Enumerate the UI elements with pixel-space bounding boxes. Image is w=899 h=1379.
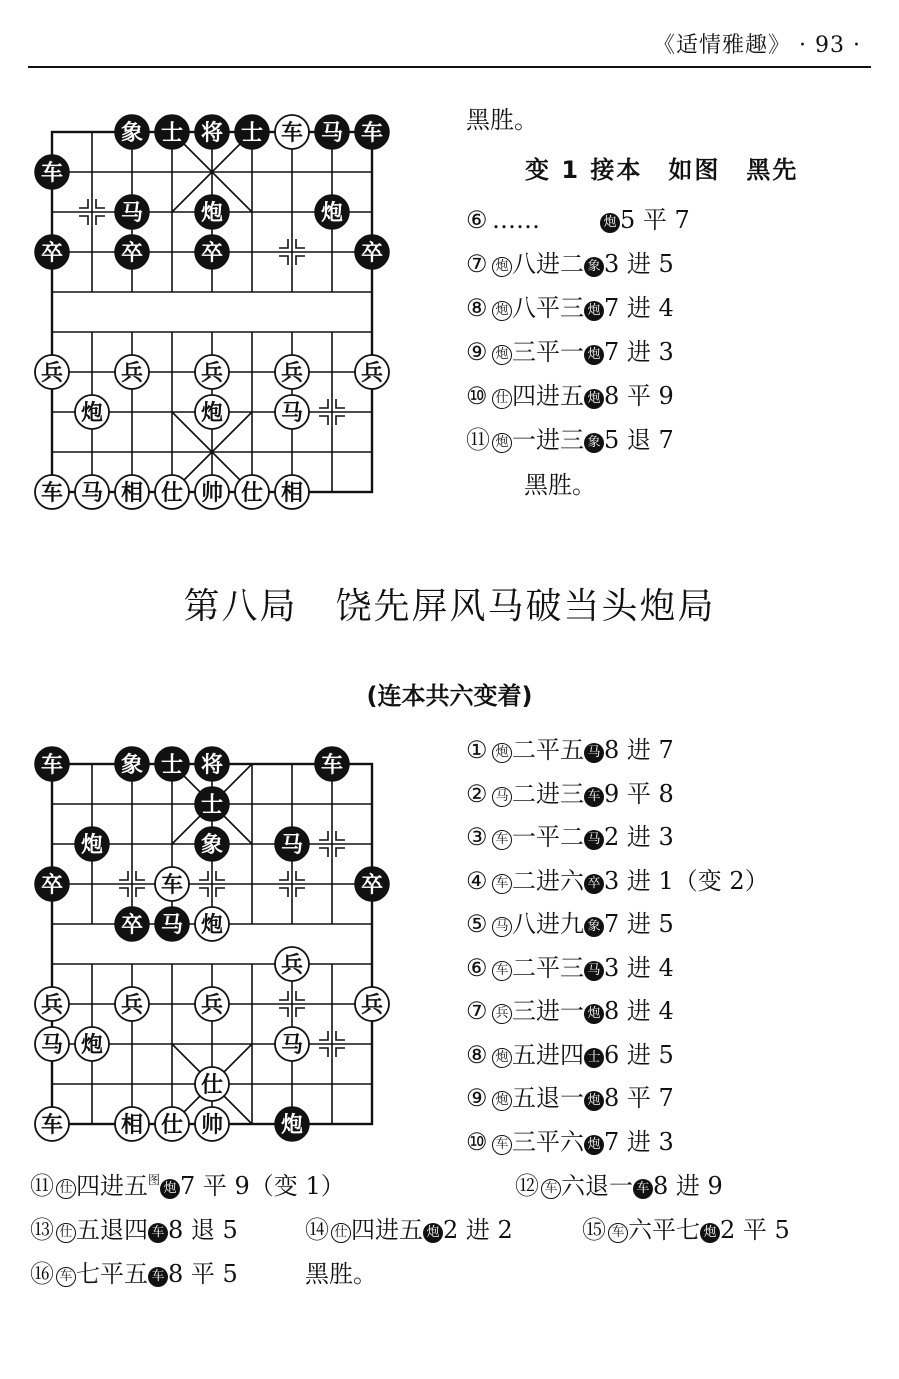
black-piece bbox=[275, 827, 309, 861]
svg-text:车: 车 bbox=[40, 161, 64, 186]
svg-text:马: 马 bbox=[280, 401, 304, 426]
svg-text:仕: 仕 bbox=[240, 481, 264, 506]
position-mark bbox=[119, 871, 128, 880]
chapter-subtitle: (连本共六变着) bbox=[366, 682, 533, 710]
move-detail: 3 进 4 bbox=[604, 953, 674, 982]
position-mark bbox=[336, 848, 345, 857]
position-mark bbox=[296, 1008, 305, 1017]
black-piece bbox=[75, 827, 109, 861]
black-piece-badge: 炮 bbox=[423, 1223, 443, 1243]
position-mark bbox=[216, 888, 225, 897]
black-piece-badge: 马 bbox=[584, 830, 604, 850]
svg-text:车: 车 bbox=[40, 1113, 64, 1138]
position-mark bbox=[336, 831, 345, 840]
move-number: ③ bbox=[466, 823, 488, 851]
svg-text:士: 士 bbox=[240, 121, 264, 146]
black-piece-badge: 车 bbox=[633, 1179, 653, 1199]
red-piece bbox=[275, 947, 309, 981]
black-piece bbox=[155, 115, 189, 149]
position-mark bbox=[336, 1031, 345, 1040]
black-piece bbox=[235, 115, 269, 149]
position-mark bbox=[216, 871, 225, 880]
red-piece-badge: 兵 bbox=[492, 1004, 512, 1024]
black-piece-badge: 车 bbox=[584, 787, 604, 807]
move-number: ⑭ bbox=[305, 1216, 329, 1244]
black-piece-badge: 炮 bbox=[584, 389, 604, 409]
move-number: ⑪ bbox=[466, 426, 490, 454]
position-mark bbox=[279, 256, 288, 265]
black-piece-badge: 士 bbox=[584, 1048, 604, 1068]
move-line bbox=[466, 861, 769, 896]
red-piece bbox=[35, 1107, 69, 1141]
position-mark bbox=[79, 216, 88, 225]
xiangqi-board-variation-1 bbox=[30, 110, 400, 510]
variation-1-result: 黑胜。 bbox=[524, 471, 596, 499]
svg-text:车: 车 bbox=[40, 481, 64, 506]
svg-text:象: 象 bbox=[120, 753, 144, 778]
move-number: ⑤ bbox=[466, 910, 488, 938]
move-text: 三进一 bbox=[512, 997, 584, 1025]
black-piece-badge: 炮 bbox=[584, 1135, 604, 1155]
move-number: ⑯ bbox=[30, 1260, 54, 1288]
position-mark bbox=[279, 991, 288, 1000]
black-piece bbox=[115, 195, 149, 229]
svg-text:炮: 炮 bbox=[80, 1033, 104, 1058]
position-mark bbox=[119, 888, 128, 897]
svg-text:帅: 帅 bbox=[200, 1113, 224, 1138]
svg-text:兵: 兵 bbox=[280, 953, 304, 978]
running-title: 《适情雅趣》 · 93 · bbox=[653, 33, 861, 58]
move-number: ⑪ bbox=[30, 1172, 54, 1200]
move-line bbox=[466, 991, 674, 1026]
black-piece bbox=[195, 787, 229, 821]
red-piece-badge: 仕 bbox=[56, 1223, 76, 1243]
svg-text:炮: 炮 bbox=[80, 401, 104, 426]
red-piece-badge: 马 bbox=[492, 917, 512, 937]
move-text: 二平五 bbox=[512, 736, 584, 764]
svg-text:象: 象 bbox=[200, 833, 224, 858]
position-mark bbox=[199, 871, 208, 880]
black-piece-badge: 炮 bbox=[600, 213, 620, 233]
svg-text:相: 相 bbox=[120, 1113, 144, 1138]
red-piece bbox=[115, 1107, 149, 1141]
red-piece bbox=[275, 355, 309, 389]
black-piece bbox=[115, 115, 149, 149]
position-mark bbox=[336, 416, 345, 425]
move-detail: 8 平 7 bbox=[604, 1084, 674, 1112]
svg-text:兵: 兵 bbox=[360, 993, 384, 1018]
svg-text:兵: 兵 bbox=[280, 361, 304, 386]
black-piece-badge: 象 bbox=[584, 433, 604, 453]
move-line bbox=[515, 1166, 723, 1201]
svg-text:兵: 兵 bbox=[120, 361, 144, 386]
move-number: ⑦ bbox=[466, 997, 488, 1025]
move-detail: 7 进 3 bbox=[604, 338, 674, 366]
move-line bbox=[466, 774, 674, 809]
move-line bbox=[466, 332, 674, 367]
position-mark bbox=[279, 239, 288, 248]
svg-text:卒: 卒 bbox=[40, 241, 64, 266]
black-piece-badge: 车 bbox=[148, 1223, 168, 1243]
move-line bbox=[466, 420, 674, 455]
svg-text:车: 车 bbox=[160, 873, 184, 898]
move-detail: 8 平 5 bbox=[168, 1260, 238, 1288]
red-piece-badge: 炮 bbox=[492, 1048, 512, 1068]
black-piece-badge: 马 bbox=[584, 743, 604, 763]
red-piece bbox=[155, 475, 189, 509]
move-line bbox=[466, 1035, 674, 1070]
svg-text:象: 象 bbox=[120, 121, 144, 146]
position-mark bbox=[296, 888, 305, 897]
move-text: 八平三 bbox=[512, 294, 584, 322]
red-piece bbox=[195, 987, 229, 1021]
position-mark bbox=[296, 991, 305, 1000]
red-piece-badge: 仕 bbox=[331, 1223, 351, 1243]
svg-text:马: 马 bbox=[280, 1033, 304, 1058]
move-number: ⑧ bbox=[466, 1040, 488, 1069]
move-text: 八进九 bbox=[512, 910, 584, 938]
move-number: ⑦ bbox=[466, 250, 488, 278]
red-piece-badge: 车 bbox=[541, 1179, 561, 1199]
move-detail: 5 退 7 bbox=[604, 426, 674, 454]
move-number: ⑥ bbox=[466, 206, 488, 234]
position-mark bbox=[336, 399, 345, 408]
red-piece-badge: 炮 bbox=[492, 433, 512, 453]
svg-text:仕: 仕 bbox=[160, 1113, 184, 1138]
red-piece-badge: 车 bbox=[492, 961, 512, 981]
move-text: 二进六 bbox=[512, 866, 584, 895]
red-piece bbox=[75, 475, 109, 509]
svg-text:兵: 兵 bbox=[200, 993, 224, 1018]
move-detail: 2 进 2 bbox=[443, 1216, 513, 1244]
position-mark bbox=[319, 416, 328, 425]
red-piece bbox=[155, 867, 189, 901]
position-mark bbox=[136, 888, 145, 897]
position-mark bbox=[319, 1031, 328, 1040]
black-piece bbox=[35, 747, 69, 781]
move-number: ⑬ bbox=[30, 1216, 54, 1244]
red-piece bbox=[195, 1107, 229, 1141]
red-piece bbox=[275, 395, 309, 429]
black-piece-badge: 马 bbox=[584, 961, 604, 981]
move-line bbox=[305, 1210, 513, 1245]
move-number: ⑧ bbox=[466, 294, 488, 322]
position-mark bbox=[296, 239, 305, 248]
svg-text:将: 将 bbox=[200, 753, 224, 778]
svg-text:车: 车 bbox=[320, 753, 344, 778]
svg-text:马: 马 bbox=[40, 1033, 64, 1058]
red-piece bbox=[355, 355, 389, 389]
move-number: ⑫ bbox=[515, 1172, 539, 1200]
position-mark bbox=[279, 1008, 288, 1017]
svg-text:帅: 帅 bbox=[200, 481, 224, 506]
black-piece bbox=[35, 867, 69, 901]
position-mark bbox=[136, 871, 145, 880]
position-mark bbox=[336, 1048, 345, 1057]
move-line bbox=[30, 1166, 345, 1201]
position-mark bbox=[79, 199, 88, 208]
move-detail: 8 退 5 bbox=[168, 1216, 238, 1244]
red-piece bbox=[35, 355, 69, 389]
red-piece-badge: 炮 bbox=[492, 257, 512, 277]
black-piece bbox=[315, 747, 349, 781]
move-line bbox=[466, 1122, 674, 1157]
red-piece bbox=[275, 1027, 309, 1061]
move-text: 四进五 bbox=[351, 1216, 423, 1244]
svg-text:士: 士 bbox=[160, 121, 184, 146]
move-detail: 9 平 8 bbox=[604, 779, 674, 808]
move-number: ⑨ bbox=[466, 1084, 488, 1112]
move-detail: 2 进 3 bbox=[604, 823, 674, 851]
black-piece-badge: 炮 bbox=[700, 1223, 720, 1243]
svg-text:马: 马 bbox=[80, 481, 104, 506]
svg-text:炮: 炮 bbox=[280, 1113, 304, 1138]
svg-text:士: 士 bbox=[200, 793, 224, 818]
svg-text:卒: 卒 bbox=[200, 241, 224, 266]
red-piece-badge: 炮 bbox=[492, 1091, 512, 1111]
red-piece bbox=[35, 475, 69, 509]
position-mark bbox=[319, 831, 328, 840]
svg-text:卒: 卒 bbox=[40, 873, 64, 898]
move-detail: 8 进 9 bbox=[653, 1172, 723, 1200]
move-detail: 7 进 4 bbox=[604, 294, 674, 322]
svg-text:马: 马 bbox=[320, 121, 344, 146]
svg-text:马: 马 bbox=[160, 913, 184, 938]
svg-text:炮: 炮 bbox=[200, 401, 224, 426]
black-piece-badge: 车 bbox=[148, 1267, 168, 1287]
red-piece-badge: 车 bbox=[492, 830, 512, 850]
position-mark bbox=[296, 871, 305, 880]
move-text: 四进五 bbox=[512, 382, 584, 410]
svg-text:炮: 炮 bbox=[320, 201, 344, 226]
move-number: ④ bbox=[466, 866, 488, 895]
svg-text:马: 马 bbox=[280, 833, 304, 858]
red-piece bbox=[235, 475, 269, 509]
black-piece bbox=[275, 1107, 309, 1141]
move-line bbox=[466, 376, 674, 411]
red-piece bbox=[195, 475, 229, 509]
svg-text:兵: 兵 bbox=[120, 993, 144, 1018]
move-line bbox=[466, 200, 690, 235]
move-detail: 5 平 7 bbox=[620, 206, 690, 234]
red-piece bbox=[275, 475, 309, 509]
final-result: 黑胜。 bbox=[305, 1260, 377, 1288]
move-line bbox=[466, 1078, 674, 1113]
move-text: 八进二 bbox=[512, 250, 584, 278]
move-detail: 6 进 5 bbox=[604, 1040, 674, 1069]
red-piece-badge: 车 bbox=[56, 1267, 76, 1287]
black-piece bbox=[195, 827, 229, 861]
position-mark bbox=[319, 1048, 328, 1057]
position-mark bbox=[96, 216, 105, 225]
black-piece bbox=[115, 235, 149, 269]
svg-text:将: 将 bbox=[200, 121, 224, 146]
svg-text:仕: 仕 bbox=[200, 1073, 224, 1098]
red-piece bbox=[195, 907, 229, 941]
move-text: 一进三 bbox=[512, 426, 584, 454]
move-line bbox=[466, 730, 674, 765]
black-piece bbox=[155, 747, 189, 781]
svg-text:兵: 兵 bbox=[40, 993, 64, 1018]
move-line bbox=[582, 1210, 790, 1245]
black-piece bbox=[35, 235, 69, 269]
move-detail: 3 进 1（变 2） bbox=[604, 866, 769, 895]
position-mark bbox=[319, 399, 328, 408]
svg-text:炮: 炮 bbox=[80, 833, 104, 858]
black-piece-badge: 炮 bbox=[584, 1004, 604, 1024]
move-detail: 8 平 9 bbox=[604, 382, 674, 410]
red-piece-badge: 车 bbox=[492, 874, 512, 894]
move-number: ⑨ bbox=[466, 338, 488, 366]
black-piece-badge: 象 bbox=[584, 257, 604, 277]
black-piece bbox=[195, 235, 229, 269]
move-text: 五退一 bbox=[512, 1084, 584, 1112]
svg-text:卒: 卒 bbox=[120, 241, 144, 266]
red-piece bbox=[275, 115, 309, 149]
red-piece-badge: 仕 bbox=[492, 389, 512, 409]
position-mark bbox=[319, 848, 328, 857]
move-detail: 7 进 5 bbox=[604, 910, 674, 938]
black-piece-badge: 炮 bbox=[584, 345, 604, 365]
svg-text:卒: 卒 bbox=[120, 913, 144, 938]
red-piece bbox=[155, 1107, 189, 1141]
black-piece bbox=[195, 115, 229, 149]
black-piece bbox=[355, 867, 389, 901]
move-text: 一平二 bbox=[512, 823, 584, 851]
move-detail: 8 进 4 bbox=[604, 997, 674, 1025]
red-piece-badge: 车 bbox=[608, 1223, 628, 1243]
red-piece bbox=[35, 1027, 69, 1061]
move-number: ⑩ bbox=[466, 1127, 488, 1156]
move-line bbox=[30, 1254, 238, 1289]
svg-text:车: 车 bbox=[360, 121, 384, 146]
move-text: 六平七 bbox=[628, 1216, 700, 1244]
black-piece bbox=[115, 907, 149, 941]
move-detail: 7 平 9（变 1） bbox=[180, 1172, 345, 1200]
move-text: …… bbox=[492, 206, 540, 234]
red-piece bbox=[195, 355, 229, 389]
red-piece bbox=[115, 475, 149, 509]
black-piece bbox=[355, 235, 389, 269]
black-piece-badge: 象 bbox=[584, 917, 604, 937]
black-piece bbox=[155, 907, 189, 941]
red-piece bbox=[355, 987, 389, 1021]
move-detail: 3 进 5 bbox=[604, 250, 674, 278]
figure-marker: 图 bbox=[148, 1173, 161, 1187]
red-piece-badge: 仕 bbox=[56, 1179, 76, 1199]
move-text: 六退一 bbox=[561, 1172, 633, 1200]
move-text: 四进五 bbox=[76, 1172, 148, 1200]
svg-text:兵: 兵 bbox=[200, 361, 224, 386]
position-mark bbox=[96, 199, 105, 208]
red-piece bbox=[195, 1067, 229, 1101]
move-text: 三平一 bbox=[512, 338, 584, 366]
move-text: 五退四 bbox=[76, 1216, 148, 1244]
move-detail: 8 进 7 bbox=[604, 736, 674, 764]
black-piece-badge: 炮 bbox=[584, 1091, 604, 1111]
red-piece bbox=[75, 1027, 109, 1061]
svg-text:兵: 兵 bbox=[360, 361, 384, 386]
red-piece-badge: 马 bbox=[492, 787, 512, 807]
xiangqi-board-main bbox=[30, 742, 400, 1142]
move-line bbox=[466, 288, 674, 323]
position-mark bbox=[279, 871, 288, 880]
black-piece bbox=[195, 747, 229, 781]
move-text: 二进三 bbox=[512, 779, 584, 808]
move-number: ⑥ bbox=[466, 953, 488, 982]
svg-text:炮: 炮 bbox=[200, 201, 224, 226]
svg-text:车: 车 bbox=[40, 753, 64, 778]
move-line bbox=[466, 904, 674, 939]
move-number: ① bbox=[466, 736, 488, 764]
red-piece-badge: 炮 bbox=[492, 345, 512, 365]
move-number: ⑩ bbox=[466, 382, 488, 410]
black-piece bbox=[115, 747, 149, 781]
chapter-title: 第八局 饶先屏风马破当头炮局 bbox=[183, 586, 716, 627]
move-line bbox=[466, 948, 674, 983]
svg-text:车: 车 bbox=[280, 121, 304, 146]
move-text: 七平五 bbox=[76, 1260, 148, 1288]
move-line bbox=[30, 1210, 238, 1245]
variation-1-heading: 变 1 接本 如图 黑先 bbox=[525, 156, 799, 184]
move-number: ② bbox=[466, 779, 488, 808]
red-piece bbox=[35, 987, 69, 1021]
move-number: ⑮ bbox=[582, 1216, 606, 1244]
page-header bbox=[28, 20, 871, 68]
red-piece bbox=[195, 395, 229, 429]
board1-grid bbox=[52, 132, 372, 492]
svg-text:兵: 兵 bbox=[40, 361, 64, 386]
black-piece bbox=[35, 155, 69, 189]
black-piece bbox=[195, 195, 229, 229]
red-piece-badge: 炮 bbox=[492, 301, 512, 321]
svg-text:炮: 炮 bbox=[200, 913, 224, 938]
move-line bbox=[466, 817, 674, 852]
red-piece-badge: 车 bbox=[492, 1135, 512, 1155]
svg-text:卒: 卒 bbox=[360, 873, 384, 898]
svg-text:相: 相 bbox=[120, 481, 144, 506]
position-mark bbox=[279, 888, 288, 897]
move-text: 二平三 bbox=[512, 953, 584, 982]
black-piece-badge: 炮 bbox=[160, 1179, 180, 1199]
position-mark bbox=[296, 256, 305, 265]
svg-text:相: 相 bbox=[280, 481, 304, 506]
move-detail: 7 进 3 bbox=[604, 1127, 674, 1156]
red-piece bbox=[75, 395, 109, 429]
move-detail: 2 平 5 bbox=[720, 1216, 790, 1244]
svg-text:马: 马 bbox=[120, 201, 144, 226]
top-result: 黑胜。 bbox=[466, 106, 538, 134]
black-piece bbox=[355, 115, 389, 149]
svg-text:仕: 仕 bbox=[160, 481, 184, 506]
move-text: 三平六 bbox=[512, 1127, 584, 1156]
red-piece-badge: 炮 bbox=[492, 743, 512, 763]
move-line bbox=[466, 244, 674, 279]
red-piece bbox=[115, 355, 149, 389]
svg-text:卒: 卒 bbox=[360, 241, 384, 266]
move-text: 五进四 bbox=[512, 1040, 584, 1069]
position-mark bbox=[199, 888, 208, 897]
black-piece bbox=[315, 115, 349, 149]
black-piece-badge: 卒 bbox=[584, 874, 604, 894]
black-piece-badge: 炮 bbox=[584, 301, 604, 321]
black-piece bbox=[315, 195, 349, 229]
svg-text:士: 士 bbox=[160, 753, 184, 778]
red-piece bbox=[115, 987, 149, 1021]
